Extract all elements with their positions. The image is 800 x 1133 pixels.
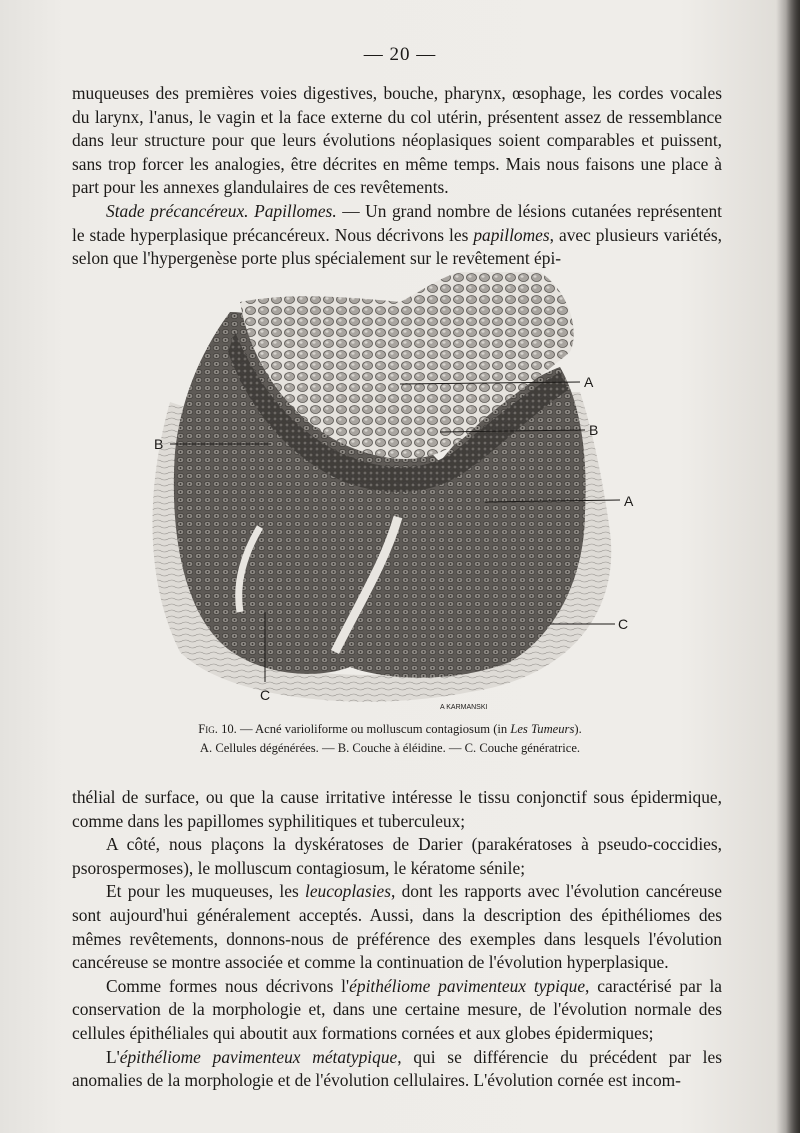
caption-legend: A. Cellules dégénérées. — B. Couche à éléidine. — C. Couche génératrice. [199, 741, 581, 755]
histology-figure [140, 272, 640, 712]
label-a-top: A [584, 374, 594, 390]
page-number: — 20 — [363, 44, 437, 65]
illustrator-signature: A KARMANSKI [440, 704, 488, 711]
paragraph-1: muqueuses des premières voies digestives, bouche, pharynx, œsophage, les cordes vocales du larynx, l'anus, le vagin et la face externe du col utérin, présentent assez de ressemblance dans leur structure pour que leurs évolutions néoplasiques soient comparables et puissent, sans trop forcer les analogies, être décrites en même temps. Mais nous faisons une place à part pour les annexes glandulaires de ces revêtements. [72, 83, 722, 198]
histology-illustration [140, 272, 640, 712]
paragraph-4: A côté, nous plaçons la dyskératoses de Darier (parakératoses à pseudo-coccidies, psorospermoses), le molluscum contagiosum, le kératome sénile; [72, 834, 722, 878]
figure-number: Fig. 10. [198, 722, 237, 736]
label-b-right: B [589, 422, 599, 438]
label-c-bottom: C [260, 687, 271, 703]
section-heading-italic: Stade précancéreux. Papillomes. [106, 200, 337, 221]
text-block-top [72, 82, 722, 271]
paragraph-2: Stade précancéreux. Papillomes. — Un grand nombre de lésions cutanées représentent le stade hyperplasique précancéreux. Nous décrivons les papillomes, avec plusieurs variétés, selon que l'hypergenèse porte plus spécialement sur le revêtement épi- [72, 200, 722, 269]
label-b-left: B [154, 436, 164, 452]
label-c-right: C [618, 616, 629, 632]
label-a-right: A [624, 493, 634, 509]
page-edge-shadow [786, 0, 800, 1133]
paragraph-3: thélial de surface, ou que la cause irritative intéresse le tissu conjonctif sous épidermique, comme dans les papillomes syphilitiques et tuberculeux; [72, 787, 722, 831]
paragraph-7: L'épithéliome pavimenteux métatypique, qui se différencie du précédent par les anomalies de la morphologie et de l'évolution cellulaires. L'évolution cornée est incom- [72, 1046, 722, 1091]
caption-title: Fig. 10. — Acné varioliforme ou molluscum contagiosum (in Les Tumeurs). [198, 722, 582, 736]
paragraph-6: Comme formes nous décrivons l'épithéliome pavimenteux typique, caractérisé par la conservation de la morphologie et, dans une certaine mesure, de l'évolution normale des cellules épithéliales qui aboutit aux formations cornées et aux globes épidermiques; [72, 975, 722, 1043]
figure-caption [110, 720, 670, 758]
paragraph-5: Et pour les muqueuses, les leucoplasies, dont les rapports avec l'évolution cancéreuse sont aujourd'hui généralement acceptés. Aussi, dans la description des épithéliomes des mêmes revêtements, donnons-nous de préférence des exemples dans lesquels l'évolution cancéreuse se montre associée et comme la continuation de l'évolution hyperplasique. [72, 881, 722, 973]
text-block-bottom [72, 786, 722, 1093]
